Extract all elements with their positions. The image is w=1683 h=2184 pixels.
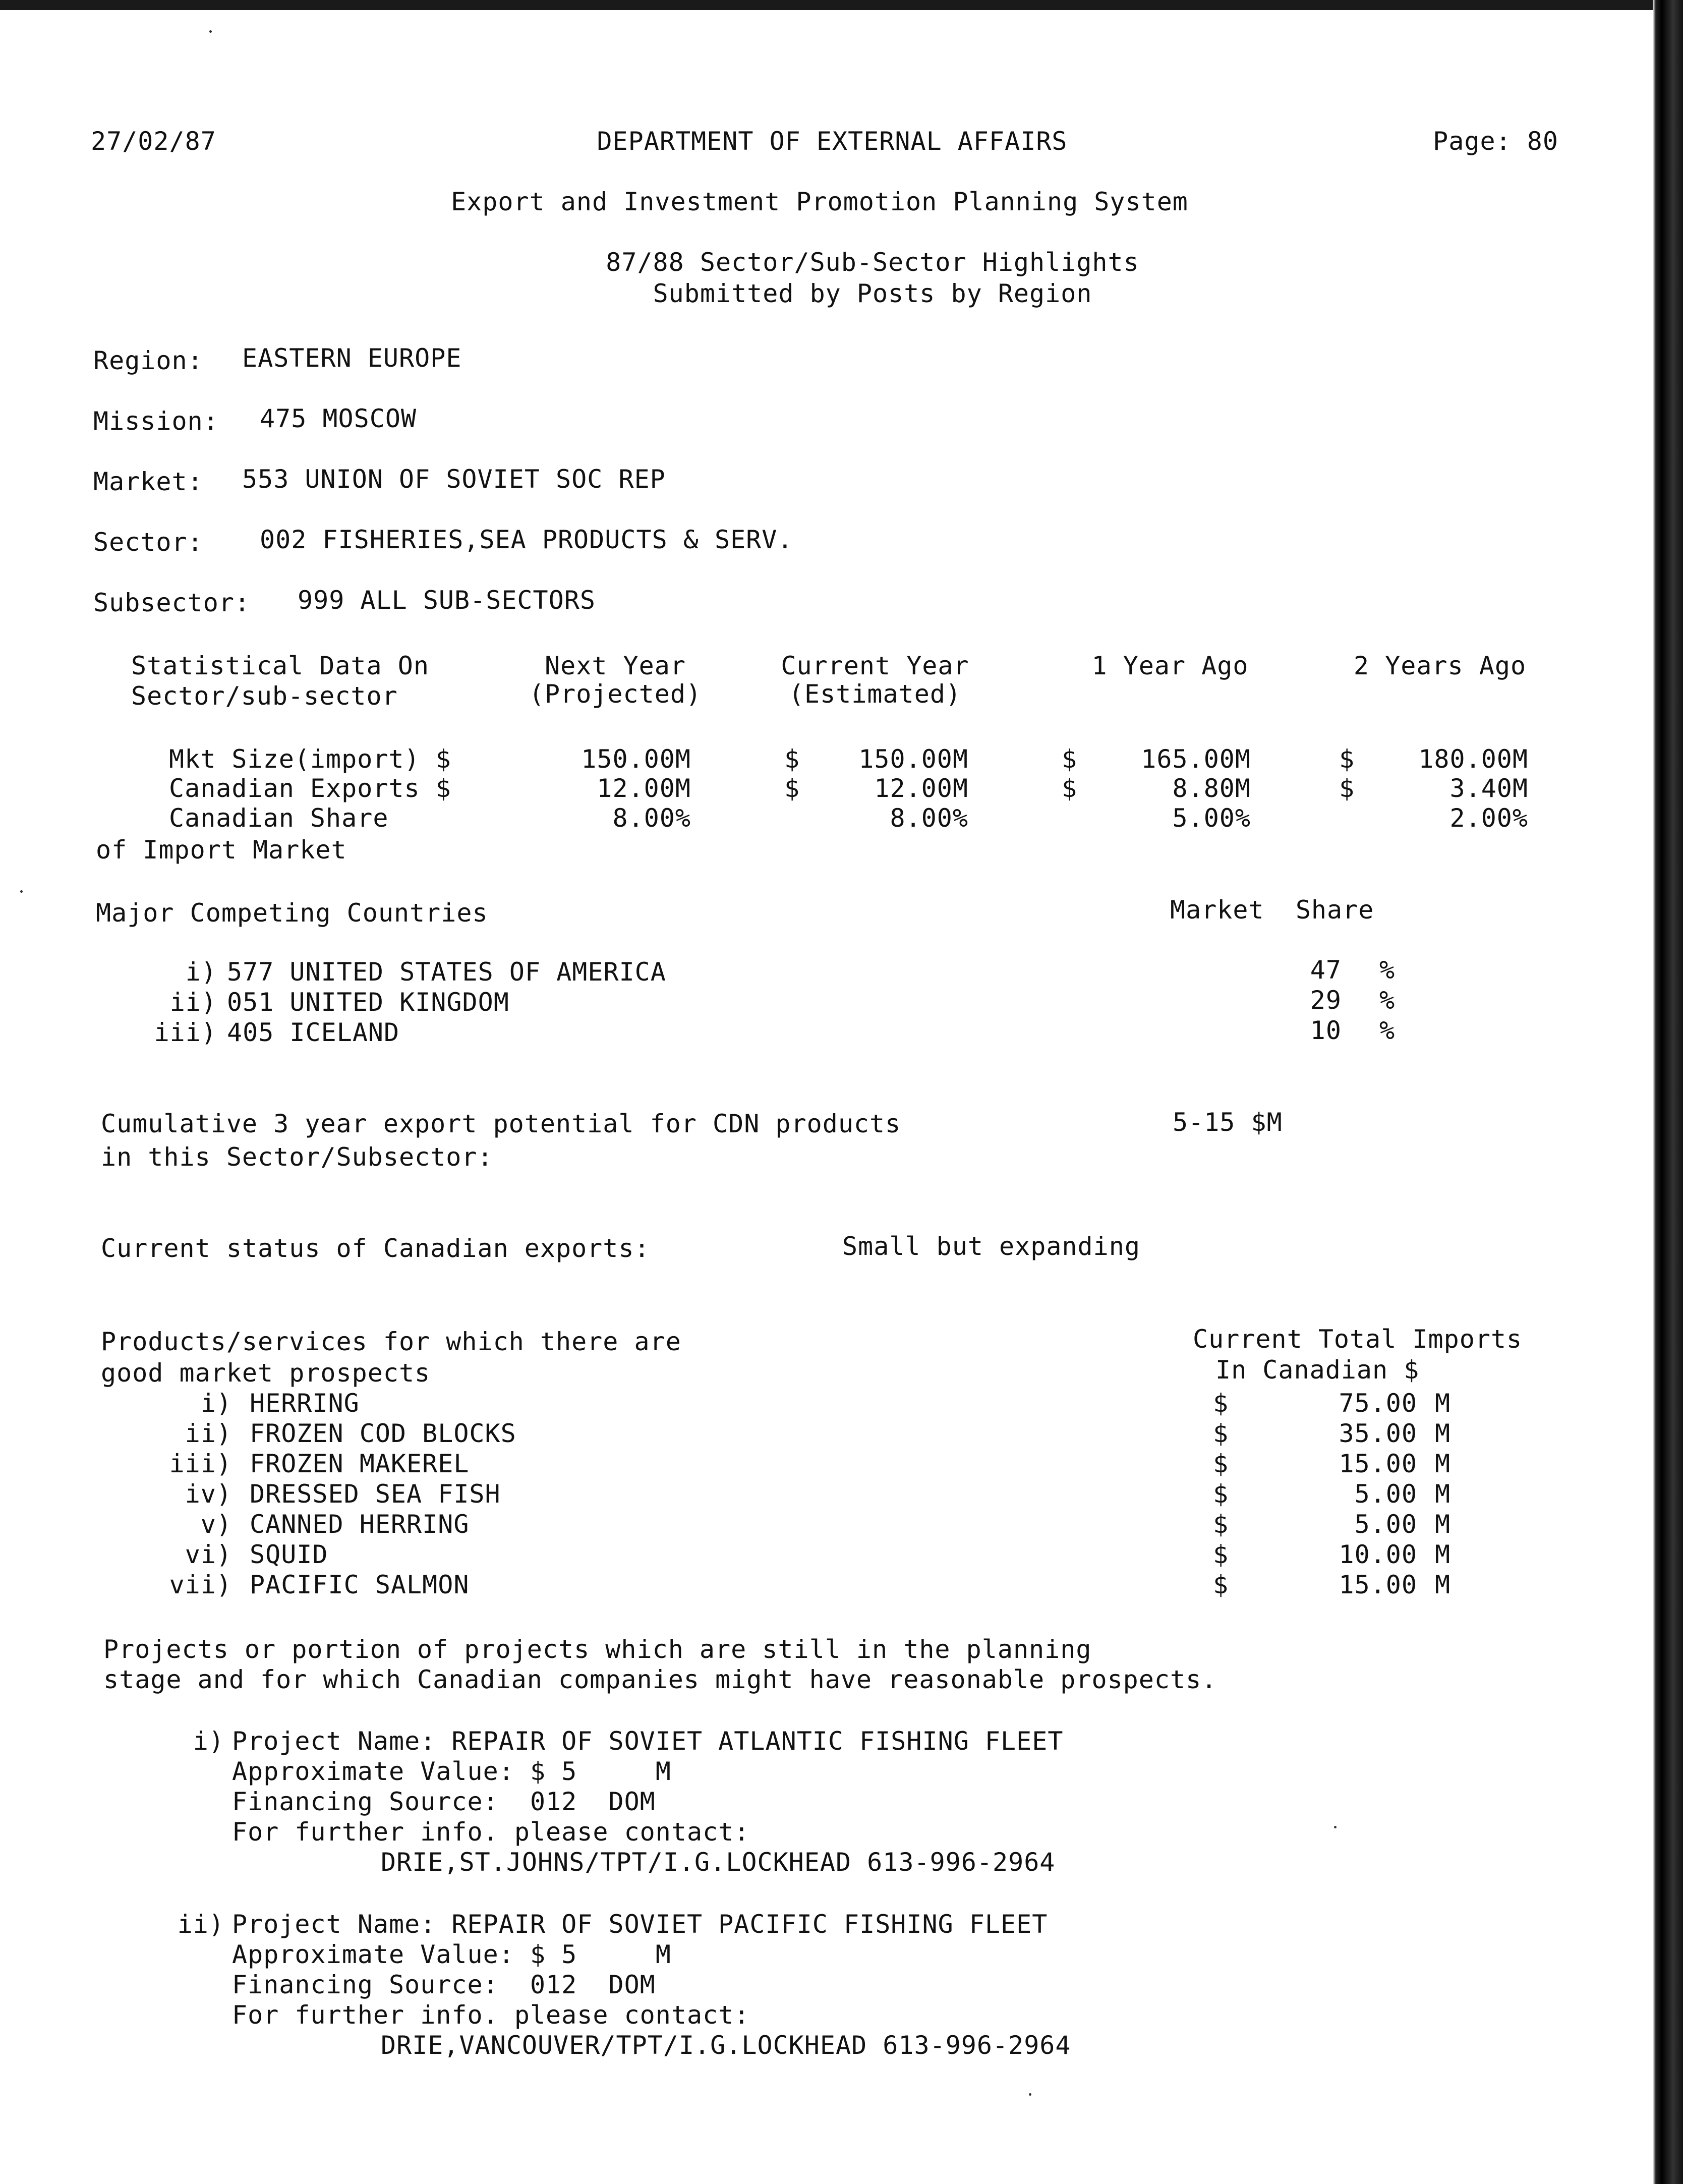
scan-speck [1334,1826,1337,1828]
stats-value: 5.00% [1172,803,1251,833]
stats-label-line2: Sector/sub-sector [131,681,398,711]
competitor-number: iii) [154,1018,217,1047]
project-contact-label: For further info. please contact: [232,1817,750,1847]
stats-value: 8.00% [612,803,691,833]
stats-currency: $ [784,744,800,774]
product-currency: $ [1213,1449,1229,1478]
product-unit: M [1435,1540,1451,1569]
product-amount: 5.00 [1354,1510,1417,1539]
product-amount: 15.00 [1339,1570,1417,1599]
competitor-number: ii) [169,988,217,1017]
mission-label: Mission: [93,407,219,436]
project-contact-value: DRIE,ST.JOHNS/TPT/I.G.LOCKHEAD 613-996-2964 [381,1848,1056,1877]
sector-label: Sector: [93,528,203,557]
product-unit: M [1435,1570,1451,1599]
project-contact-label: For further info. please contact: [232,2000,750,2030]
market-label: Market: [93,467,203,496]
product-name: DRESSED SEA FISH [250,1479,501,1509]
sector-value: 002 FISHERIES,SEA PRODUCTS & SERV. [260,525,793,554]
stats-value: 150.00M [858,744,968,774]
imports-header-line2: In Canadian $ [1215,1355,1420,1385]
product-amount: 5.00 [1354,1479,1417,1509]
competitor-name: 405 ICELAND [227,1018,400,1047]
product-name: FROZEN COD BLOCKS [250,1419,516,1448]
stats-value: 8.00% [890,803,968,833]
product-number: vii) [169,1570,232,1599]
project-number: i) [193,1727,224,1756]
product-name: HERRING [250,1389,360,1418]
product-currency: $ [1213,1419,1229,1448]
projects-intro-line2: stage and for which Canadian companies might have reasonable prospects. [103,1665,1217,1694]
market-share-header: Market Share [1170,895,1374,925]
report-title: 87/88 Sector/Sub-Sector Highlights [606,248,1139,277]
potential-line2: in this Sector/Subsector: [101,1142,493,1172]
product-name: SQUID [250,1540,328,1569]
stats-currency: $ [1339,744,1355,774]
competitor-number: i) [185,957,217,987]
col-header-estimated: (Estimated) [788,679,962,709]
competitor-share: 29 [1310,986,1342,1015]
product-unit: M [1435,1479,1451,1509]
product-currency: $ [1213,1389,1229,1418]
product-name: CANNED HERRING [250,1510,470,1539]
product-currency: $ [1213,1540,1229,1569]
product-unit: M [1435,1449,1451,1478]
product-number: v) [200,1510,232,1539]
competitors-title: Major Competing Countries [96,898,488,928]
competitor-share: 47 [1310,955,1342,985]
col-header-1-year-ago: 1 Year Ago [1091,651,1249,680]
competitor-percent: % [1379,955,1396,985]
stats-row-label: Canadian Exports $ [169,774,451,803]
product-currency: $ [1213,1510,1229,1539]
project-contact-value: DRIE,VANCOUVER/TPT/I.G.LOCKHEAD 613-996-2964 [381,2031,1071,2060]
product-number: vi) [185,1540,232,1569]
stats-value: 165.00M [1141,744,1251,774]
report-subtitle: Submitted by Posts by Region [653,279,1092,308]
subsector-value: 999 ALL SUB-SECTORS [298,586,596,615]
product-number: ii) [185,1419,232,1448]
product-amount: 15.00 [1339,1449,1417,1478]
status-label: Current status of Canadian exports: [101,1234,650,1263]
col-header-2-years-ago: 2 Years Ago [1353,651,1527,680]
scan-speck [20,890,23,893]
project-value: Approximate Value: $ 5 M [232,1757,671,1786]
page-number: Page: 80 [1433,127,1558,156]
scan-top-edge [0,0,1683,10]
product-unit: M [1435,1389,1451,1418]
report-date: 27/02/87 [91,127,216,156]
stats-currency: $ [784,774,800,803]
product-number: iii) [169,1449,232,1478]
product-name: PACIFIC SALMON [250,1570,470,1599]
stats-value: 180.00M [1418,744,1528,774]
department-name: DEPARTMENT OF EXTERNAL AFFAIRS [597,127,1068,156]
product-currency: $ [1213,1479,1229,1509]
stats-row-label: Canadian Share [169,803,389,833]
system-name: Export and Investment Promotion Planning System [451,187,1188,216]
potential-value: 5-15 $M [1173,1108,1283,1137]
competitor-name: 051 UNITED KINGDOM [227,988,509,1017]
competitor-share: 10 [1310,1016,1342,1045]
stats-value: 12.00M [874,774,968,803]
scan-speck [1029,2093,1031,2096]
project-financing: Financing Source: 012 DOM [232,1970,656,1999]
market-value: 553 UNION OF SOVIET SOC REP [242,465,666,494]
product-number: i) [200,1389,232,1418]
stats-currency: $ [1062,774,1078,803]
product-unit: M [1435,1510,1451,1539]
project-name: Project Name: REPAIR OF SOVIET ATLANTIC FISHING FLEET [232,1727,1064,1756]
scan-speck [209,30,212,33]
products-title-line2: good market prospects [101,1358,431,1388]
potential-line1: Cumulative 3 year export potential for CDN products [101,1109,901,1138]
product-name: FROZEN MAKEREL [250,1449,470,1478]
project-name: Project Name: REPAIR OF SOVIET PACIFIC FISHING FLEET [232,1910,1048,1939]
stats-row-label: Mkt Size(import) $ [169,744,451,774]
product-number: iv) [185,1479,232,1509]
region-value: EASTERN EUROPE [242,343,462,373]
project-financing: Financing Source: 012 DOM [232,1787,656,1816]
product-currency: $ [1213,1570,1229,1599]
products-title-line1: Products/services for which there are [101,1327,681,1356]
stats-label-line1: Statistical Data On [131,651,429,680]
col-header-current-year: Current Year [781,651,969,680]
scan-right-edge [1653,0,1683,2184]
product-amount: 10.00 [1339,1540,1417,1569]
share-suffix: of Import Market [96,835,347,865]
project-number: ii) [177,1910,224,1939]
product-unit: M [1435,1419,1451,1448]
col-header-next-year: Next Year [545,651,686,680]
stats-value: 12.00M [597,774,691,803]
competitor-percent: % [1379,986,1396,1015]
subsector-label: Subsector: [93,588,251,617]
competitor-name: 577 UNITED STATES OF AMERICA [227,957,666,987]
project-value: Approximate Value: $ 5 M [232,1940,671,1969]
product-amount: 75.00 [1339,1389,1417,1418]
stats-currency: $ [1339,774,1355,803]
imports-header-line1: Current Total Imports [1193,1325,1523,1354]
col-header-projected: (Projected) [529,679,702,709]
product-amount: 35.00 [1339,1419,1417,1448]
stats-currency: $ [1062,744,1078,774]
projects-intro-line1: Projects or portion of projects which are still in the planning [103,1635,1092,1664]
region-label: Region: [93,346,203,375]
status-value: Small but expanding [842,1232,1140,1261]
stats-value: 3.40M [1449,774,1528,803]
stats-value: 8.80M [1172,774,1251,803]
stats-value: 2.00% [1449,803,1528,833]
competitor-percent: % [1379,1016,1396,1045]
mission-value: 475 MOSCOW [260,404,417,433]
stats-value: 150.00M [581,744,691,774]
